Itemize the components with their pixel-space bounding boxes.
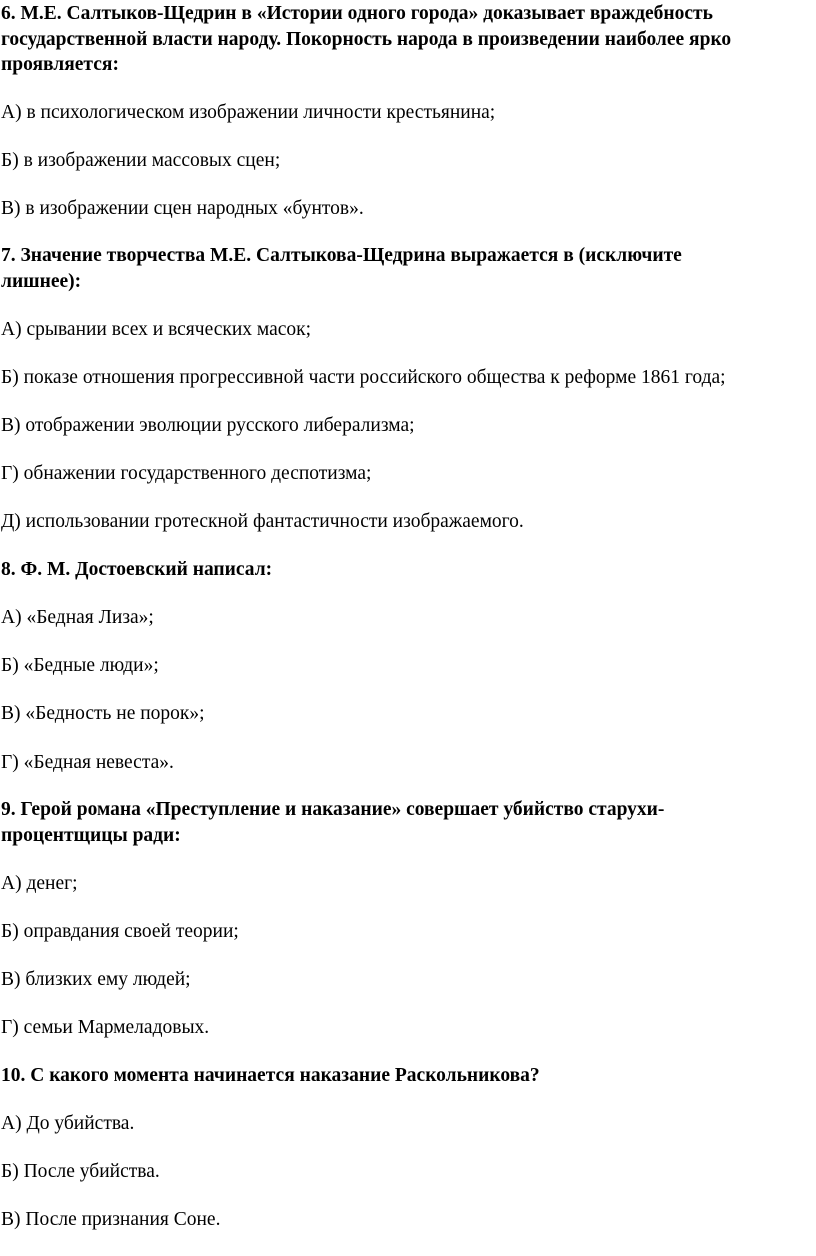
question-8-option-a: А) «Бедная Лиза»; [1, 607, 154, 628]
question-9-option-d: Г) семьи Мармеладовых. [1, 1017, 210, 1038]
question-10-option-c: В) После признания Соне. [1, 1209, 221, 1230]
question-7-line-1: 7. Значение творчества М.Е. Салтыкова-Щедрина выражается в (исключите [1, 245, 682, 266]
question-6-option-b: Б) в изображении массовых сцен; [1, 150, 281, 171]
question-9-line-2: процентщицы ради: [1, 825, 181, 846]
question-6-line-2: государственной власти народу. Покорность народа в произведении наиболее ярко [1, 29, 732, 50]
question-8-option-b: Б) «Бедные люди»; [1, 655, 159, 676]
question-7-option-c: В) отображении эволюции русского либерализма; [1, 415, 415, 436]
question-8-option-c: В) «Бедность не порок»; [1, 703, 205, 724]
question-8-option-d: Г) «Бедная невеста». [1, 752, 174, 773]
question-9-option-c: В) близких ему людей; [1, 969, 191, 990]
question-6-line-3: проявляется: [1, 54, 119, 75]
question-6-option-a: А) в психологическом изображении личности крестьянина; [1, 102, 496, 123]
question-7-option-a: А) срывании всех и всяческих масок; [1, 319, 312, 340]
question-9-option-b: Б) оправдания своей теории; [1, 921, 239, 942]
question-10-line-1: 10. С какого момента начинается наказание Раскольникова? [1, 1065, 540, 1086]
question-9-option-a: А) денег; [1, 873, 78, 894]
question-7-option-d: Г) обнажении государственного деспотизма; [1, 463, 372, 484]
question-7-option-e: Д) использовании гротескной фантастичности изображаемого. [1, 511, 524, 532]
question-7-option-b: Б) показе отношения прогрессивной части российского общества к реформе 1861 года; [1, 367, 726, 388]
question-10-option-a: А) До убийства. [1, 1113, 135, 1134]
question-6-line-1: 6. М.Е. Салтыков-Щедрин в «Истории одного города» доказывает враждебность [1, 3, 713, 24]
question-7-line-2: лишнее): [1, 271, 82, 292]
question-8-line-1: 8. Ф. М. Достоевский написал: [1, 559, 273, 580]
question-6-option-c: В) в изображении сцен народных «бунтов». [1, 198, 364, 219]
question-9-line-1: 9. Герой романа «Преступление и наказание» совершает убийство старухи- [1, 799, 665, 820]
question-10-option-b: Б) После убийства. [1, 1161, 160, 1182]
